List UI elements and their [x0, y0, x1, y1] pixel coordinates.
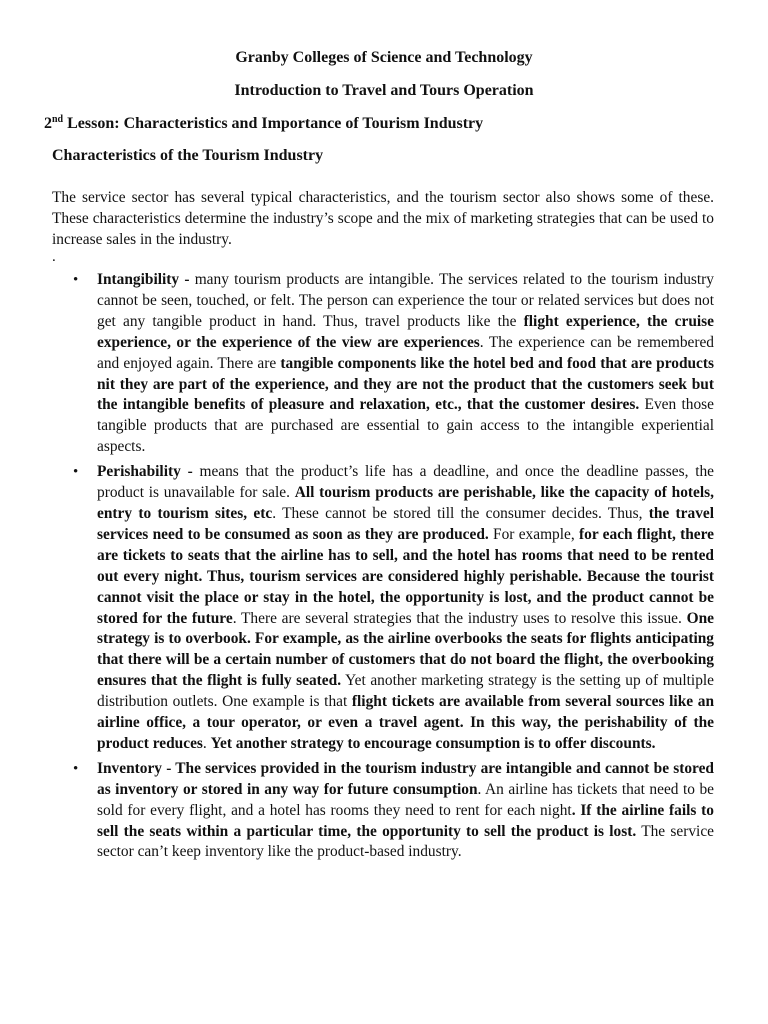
bold-text: tangible components like the hotel bed and food that are products nit they are part of the experience, and they are not the product that the customers seek but the intangible benefits of pleasure and relaxation, etc., that the customer desires. — [97, 354, 715, 414]
course-title: Introduction to Travel and Tours Operation — [234, 82, 534, 99]
bold-text: the travel services need to be consumed as soon as they are produced. — [97, 504, 714, 543]
body-text: Even those tangible products that are purchased are essential to gain access to the intangible experiential aspects. — [97, 396, 714, 456]
bold-text: Intangibility - — [97, 271, 195, 288]
stray-mark: . — [52, 249, 56, 265]
list-item-perishability — [70, 462, 714, 755]
lesson-number: 2 — [44, 115, 52, 132]
bold-text: Yet another strategy to encourage consumption is to offer discounts. — [210, 734, 656, 752]
body-text: . There are several strategies that the industry uses to resolve this issue. — [232, 609, 687, 627]
body-text: Yet another marketing strategy is the setting up of multiple distribution outlets. One example is that — [97, 672, 714, 711]
bold-text: flight tickets are available from several sources like an airline office, a tour operator, or even a travel agent. In this way, the perishability of the product reduces — [97, 693, 714, 752]
lesson-title — [44, 114, 483, 134]
bullet-icon: • — [73, 760, 79, 777]
bullet-icon: • — [73, 272, 79, 288]
bold-text: flight experience, the cruise experience, or the experience of the view are experiences — [97, 312, 715, 351]
bold-text: . If the airline fails to sell the seats within a particular time, the opportunity to sell the product is lost. — [97, 801, 714, 840]
bullet-icon: • — [73, 464, 79, 481]
bold-text: All tourism products are perishable, like the capacity of hotels, entry to tourism sites, etc — [97, 484, 714, 522]
lesson-suffix: nd — [52, 114, 64, 125]
lesson-title-text: Lesson: Characteristics and Importance of Tourism Industry — [63, 115, 484, 132]
bold-text: Perishability - — [97, 463, 200, 481]
body-text: For example, — [488, 525, 579, 543]
intro-paragraph: The service sector has several typical characteristics, and the tourism sector also shows some of these. These characteristics determine the industry’s scope and the mix of marketing strategies that can be used to increase sales in the industry. — [52, 189, 714, 248]
characteristics-list — [70, 270, 714, 867]
list-item-intangibility — [70, 270, 714, 458]
bold-text: for each flight, there are tickets to seats that the airline has to sell, and the hotel has rooms that need to be rented out every night. Thus, tourism services are considered highly perishable. Because the tourist cannot visit the place or stay in the hotel, the opportunity is lost, and the product cannot be stored for the future — [97, 525, 715, 627]
college-title: Granby Colleges of Science and Technology — [235, 49, 533, 66]
body-text: . — [202, 734, 211, 752]
body-text: The service sector can’t keep inventory like the product-based industry. — [97, 822, 714, 861]
body-text: many tourism products are intangible. The services related to the tourism industry cannot be seen, touched, or felt. The person can experience the tour or related services but does not get any tangible product in hand. Thus, travel products like the — [97, 271, 714, 330]
bold-text: One strategy is to overbook. For example, as the airline overbooks the seats for flights anticipating that there will be a certain number of customers that do not board the flight, the overbooking ensures that the flight is fully seated. — [97, 609, 714, 690]
body-text: . An airline has tickets that need to be sold for every flight, and a hotel has rooms they need to rent for each night — [97, 780, 714, 819]
body-text: means that the product’s life has a deadline, and once the deadline passes, the product is unavailable for sale. — [97, 463, 714, 502]
section-heading: Characteristics of the Tourism Industry — [52, 147, 324, 164]
list-item-inventory — [70, 759, 714, 864]
bold-text: Inventory - The services provided in the tourism industry are intangible and cannot be stored as inventory or stored in any way for future consumption — [97, 759, 714, 798]
body-text: . These cannot be stored till the consumer decides. Thus, — [272, 504, 649, 522]
body-text: . The experience can be remembered and enjoyed again. There are — [97, 333, 714, 372]
